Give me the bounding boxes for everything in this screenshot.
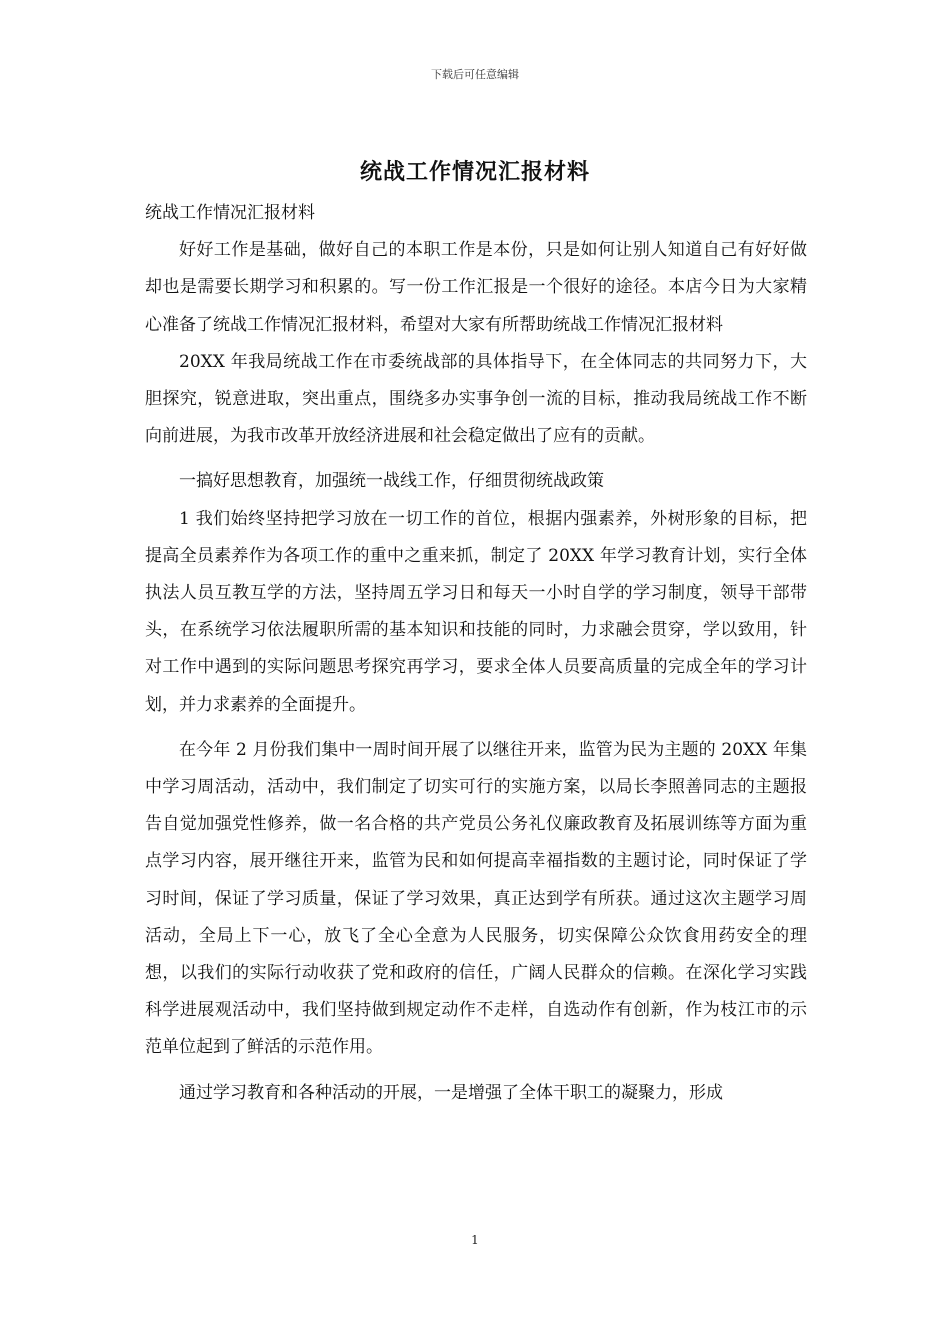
- document-title: 统战工作情况汇报材料: [359, 159, 590, 185]
- document-subtitle: 统战工作情况汇报材料: [145, 203, 315, 223]
- paragraph-results: 通过学习教育和各种活动的开展，一是增强了全体干职工的凝聚力，形成: [179, 1082, 723, 1103]
- paragraph-study-week: 在今年 2 月份我们集中一周时间开展了以继往开来，监管为民为主题的 20XX 年集中学习周活动，活动中，我们制定了切实可行的实施方案，以局长李照善同志的主题报告自觉加强党性修养，做一名合格的共产党员公务礼仪廉政教育及拓展训练等方面为重点学习内容，展开继往开来，监管为民和如何提高幸福指数的主题讨论，同时保证了学习时间，保证了学习质量，保证了学习效果，真正达到学有所获。通过这次主题学习周活动，全局上下一心，放飞了全心全意为人民服务，切实保障公众饮食用药安全的理想，以我们的实际行动收获了党和政府的信任，广阔人民群众的信赖。在深化学习实践科学进展观活动中，我们坚持做到规定动作不走样，自选动作有创新，作为枝江市的示范单位起到了鲜活的示范作用。: [145, 739, 807, 1058]
- paragraph-summary: 20XX 年我局统战工作在市委统战部的具体指导下，在全体同志的共同努力下，大胆探究，锐意进取，突出重点，围绕多办实事争创一流的目标，推动我局统战工作不断向前进展，为我市改革开放经济进展和社会稳定做出了应有的贡献。: [145, 351, 807, 447]
- page-header: 下载后可任意编辑: [431, 68, 519, 81]
- document-body: [145, 195, 807, 1112]
- page-number: 1: [471, 1233, 479, 1247]
- paragraph-intro: 好好工作是基础，做好自己的本职工作是本份，只是如何让别人知道自己有好好做却也是需要长期学习和积累的。写一份工作汇报是一个很好的途径。本店今日为大家精心准备了统战工作情况汇报材料，希望对大家有所帮助统战工作情况汇报材料: [145, 240, 807, 335]
- section-heading: 一搞好思想教育，加强统一战线工作，仔细贯彻统战政策: [179, 471, 604, 492]
- paragraph-study-plan: 1 我们始终坚持把学习放在一切工作的首位，根据内强素养，外树形象的目标，把提高全员素养作为各项工作的重中之重来抓，制定了 20XX 年学习教育计划，实行全体执法人员互教互学的方法，坚持周五学习日和每天一小时自学的学习制度，领导干部带头，在系统学习依法履职所需的基本知识和技能的同时，力求融会贯穿，学以致用，针对工作中遇到的实际问题思考探究再学习，要求全体人员要高质量的完成全年的学习计划，并力求素养的全面提升。: [145, 508, 807, 715]
